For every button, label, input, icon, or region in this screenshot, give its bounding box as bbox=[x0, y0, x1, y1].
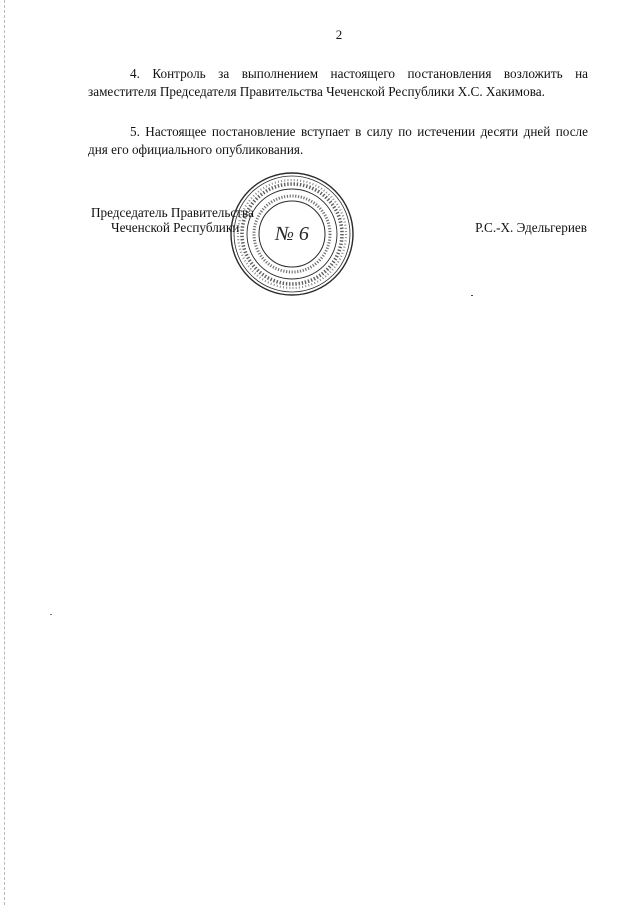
scan-speck bbox=[50, 614, 52, 615]
scan-speck bbox=[471, 295, 473, 296]
signatory-title-line1: Председатель Правительства bbox=[91, 205, 254, 220]
signatory-name: Р.С.-Х. Эдельгериев bbox=[475, 220, 587, 235]
paragraph-5 bbox=[88, 123, 588, 159]
binding-edge bbox=[4, 0, 5, 905]
paragraph-5-text: 5. Настоящее постановление вступает в силу по истечении десяти дней после дня его официального опубликования. bbox=[88, 124, 588, 157]
paragraph-4-text: 4. Контроль за выполнением настоящего постановления возложить на заместителя Председателя Правительства Чеченской Республики Х.С. Хакимова. bbox=[88, 66, 588, 99]
paragraph-4 bbox=[88, 65, 588, 101]
official-seal bbox=[228, 170, 356, 298]
signatory-title-line2: Чеченской Республики bbox=[111, 220, 240, 235]
seal-number: № 6 bbox=[275, 223, 309, 245]
page-number: 2 bbox=[335, 27, 343, 42]
